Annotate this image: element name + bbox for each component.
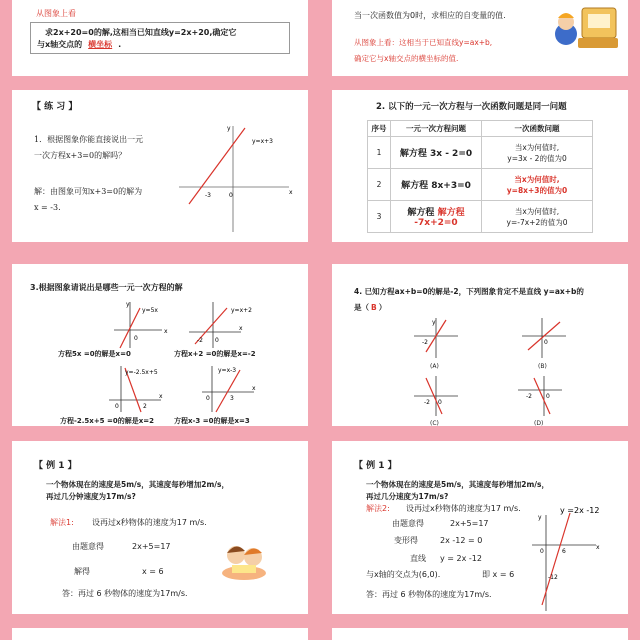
slide-example-method1 <box>12 441 308 614</box>
svg-text:0: 0 <box>206 395 210 402</box>
caption-eq2: 方程x+2 =0的解是x=-2 <box>174 350 256 358</box>
header-no: 序号 <box>368 121 391 137</box>
row-equation: 解方程 3x - 2=0 <box>391 137 482 169</box>
slide7-answer: 答：再过 6 秒物体的速度为17m/s. <box>62 589 188 598</box>
slide3-answer-line1: 解：由图象可知x+3=0的解为 <box>34 187 143 196</box>
comparison-table <box>367 120 593 233</box>
svg-text:x: x <box>159 393 163 400</box>
slide4-title: 2. 以下的一元一次方程与一次函数问题是同一问题 <box>376 102 567 112</box>
slide8-title: 【 例 1 】 <box>354 461 397 471</box>
slide3-question-line1: 1．根据图象你能直接说出一元 <box>34 135 144 144</box>
x-axis-label: x <box>289 189 293 196</box>
svg-text:x: x <box>239 325 243 332</box>
graph-y-neg2.5x-plus-5 <box>107 364 167 414</box>
slide8-step4-label: 直线 <box>410 554 426 563</box>
slide8-problem-line2: 再过几分速度为17m/s? <box>366 492 449 501</box>
slide2-line3: 确定它与x轴交点的横坐标的值. <box>354 54 459 63</box>
svg-text:-12: -12 <box>548 574 558 581</box>
slide8-step3-label: 变形得 <box>394 536 418 545</box>
graph-y-5x <box>112 300 172 350</box>
slide8-solution-text: 设再过x秒物体的速度为17 m/s. <box>406 504 521 513</box>
slide1-line1: 求2x+20=0的解,这相当已知直线y=2x+20,确定它 <box>45 28 237 37</box>
row-function: 当x为何值时, y=3x - 2的值为0 <box>482 137 593 169</box>
slide7-step2-equation: 2x+5=17 <box>132 542 171 551</box>
slide-practice <box>12 90 308 242</box>
slide8-step2-label: 由题意得 <box>392 519 424 528</box>
line-label: y=x+3 <box>252 138 273 145</box>
slide7-solution-label: 解法1: <box>50 518 74 527</box>
slide7-title: 【 例 1 】 <box>34 461 77 471</box>
slide7-solution-text: 设再过x秒物体的速度为17 m/s. <box>92 518 207 527</box>
slide-graphs <box>12 264 308 426</box>
row-function: 当x为何值时, y=8x+3的值为0 <box>482 169 593 201</box>
cartoon-illustration <box>552 0 622 70</box>
slide2-line2: 从图象上看：这相当于已知直线y=ax+b, <box>354 38 493 47</box>
slide6-title: 4. 已知方程ax+b=0的解是-2，下列图象肯定不是直线 y=ax+b的 <box>354 287 584 296</box>
svg-text:-2: -2 <box>197 337 203 344</box>
slide-example-method2 <box>332 441 628 614</box>
svg-text:0: 0 <box>438 399 442 406</box>
slide8-problem-line1: 一个物体现在的速度是5m/s，其速度每秒增加2m/s， <box>366 480 549 489</box>
option-a-label: (A) <box>430 363 439 370</box>
row-equation: 解方程 解方程 -7x+2=0 <box>391 201 482 233</box>
option-c-label: (C) <box>430 420 439 426</box>
svg-text:0: 0 <box>540 548 544 555</box>
header-equation: 一元一次方程问题 <box>391 121 482 137</box>
slide7-problem-line2: 再过几分钟速度为17m/s? <box>46 492 136 501</box>
svg-text:0: 0 <box>134 335 138 342</box>
svg-text:0: 0 <box>215 337 219 344</box>
svg-text:-2: -2 <box>526 393 532 400</box>
caption-eq3: 方程-2.5x+5 =0的解是x=2 <box>60 417 154 425</box>
slide7-step2-label: 由题意得 <box>72 542 104 551</box>
svg-text:3: 3 <box>230 395 234 402</box>
answer: B <box>371 303 377 312</box>
table-row <box>368 137 593 169</box>
option-d-graph <box>516 374 566 418</box>
table-row <box>368 169 593 201</box>
svg-text:6: 6 <box>562 548 566 555</box>
row-number: 3 <box>368 201 391 233</box>
option-b-label: (B) <box>538 363 547 370</box>
slide-top-left <box>12 0 308 76</box>
svg-text:y: y <box>432 319 436 326</box>
slide7-problem-line1: 一个物体现在的速度是5m/s，其速度每秒增加2m/s， <box>46 480 229 489</box>
origin-label: 0 <box>229 192 233 199</box>
slide1-blank: 横坐标 <box>88 40 113 49</box>
svg-text:y=x-3: y=x-3 <box>218 367 237 374</box>
slide-bottom-right-partial <box>332 628 628 640</box>
slide1-line2: 与x轴交点的 横坐标 . <box>37 40 122 49</box>
slide-bottom-left-partial <box>12 628 308 640</box>
slide1-caption: 从图象上看 <box>36 9 76 18</box>
svg-text:x: x <box>252 385 256 392</box>
intercept-label: -3 <box>205 192 211 199</box>
slide5-title: 3.根据图象请说出是哪些一元一次方程的解 <box>30 283 183 292</box>
slide8-result: 即 x = 6 <box>482 570 515 579</box>
svg-text:2: 2 <box>143 403 147 410</box>
option-d-label: (D) <box>534 420 544 426</box>
table-row <box>368 201 593 233</box>
slide6-title-cont: 是（ B ） <box>354 303 387 312</box>
row-number: 1 <box>368 137 391 169</box>
svg-text:-2: -2 <box>422 339 428 346</box>
slide8-answer: 答：再过 6 秒物体的速度为17m/s. <box>366 590 492 599</box>
graph-y-x-minus-3 <box>200 364 260 414</box>
option-a-graph <box>412 316 462 360</box>
slide1-box <box>30 22 290 54</box>
slide8-step3-equation: 2x -12 = 0 <box>440 536 483 545</box>
svg-text:0: 0 <box>544 339 548 346</box>
row-function: 当x为何值时, y=-7x+2的值为0 <box>482 201 593 233</box>
svg-text:y=5x: y=5x <box>142 307 158 314</box>
slide3-title: 【 练 习 】 <box>32 102 78 112</box>
option-c-graph <box>412 374 462 418</box>
y-axis-label: y <box>227 125 231 132</box>
svg-text:0: 0 <box>115 403 119 410</box>
slide8-graph <box>530 506 610 613</box>
svg-text:y=-2.5x+5: y=-2.5x+5 <box>125 369 158 376</box>
row-equation: 解方程 8x+3=0 <box>391 169 482 201</box>
svg-text:y: y <box>538 514 542 521</box>
slide2-line1: 当一次函数值为0时，求相应的自变量的值. <box>354 11 506 20</box>
slide-table <box>332 90 628 242</box>
slide8-step2-equation: 2x+5=17 <box>450 519 489 528</box>
slide8-intersection: 与x轴的交点为(6,0). <box>366 570 441 579</box>
svg-text:y: y <box>126 301 130 308</box>
slide7-step3-equation: x = 6 <box>142 567 164 576</box>
slide7-step3-label: 解得 <box>74 567 90 576</box>
svg-text:x: x <box>596 544 600 551</box>
slide3-graph <box>177 124 297 234</box>
slide8-step4-equation: y = 2x -12 <box>440 554 482 563</box>
slide8-solution-label: 解法2: <box>366 504 390 513</box>
caption-eq4: 方程x-3 =0的解是x=3 <box>174 417 250 425</box>
svg-text:x: x <box>164 328 168 335</box>
option-b-graph <box>520 316 570 360</box>
row-number: 2 <box>368 169 391 201</box>
graph-y-x-plus-2 <box>187 300 252 350</box>
svg-text:-2: -2 <box>424 399 430 406</box>
header-function: 一次函数问题 <box>482 121 593 137</box>
svg-text:0: 0 <box>546 393 550 400</box>
slide-top-right <box>332 0 628 76</box>
svg-text:y=x+2: y=x+2 <box>231 307 252 314</box>
children-illustration <box>220 537 268 581</box>
caption-eq1: 方程5x =0的解是x=0 <box>58 350 131 358</box>
svg-text:y =2x -12: y =2x -12 <box>560 506 600 515</box>
slide-multiple-choice <box>332 264 628 426</box>
slide3-answer-line2: x = -3. <box>34 203 61 212</box>
slide3-question-line2: 一次方程x+3=0的解吗？ <box>34 151 127 160</box>
line-y-x-plus-3 <box>189 128 245 204</box>
